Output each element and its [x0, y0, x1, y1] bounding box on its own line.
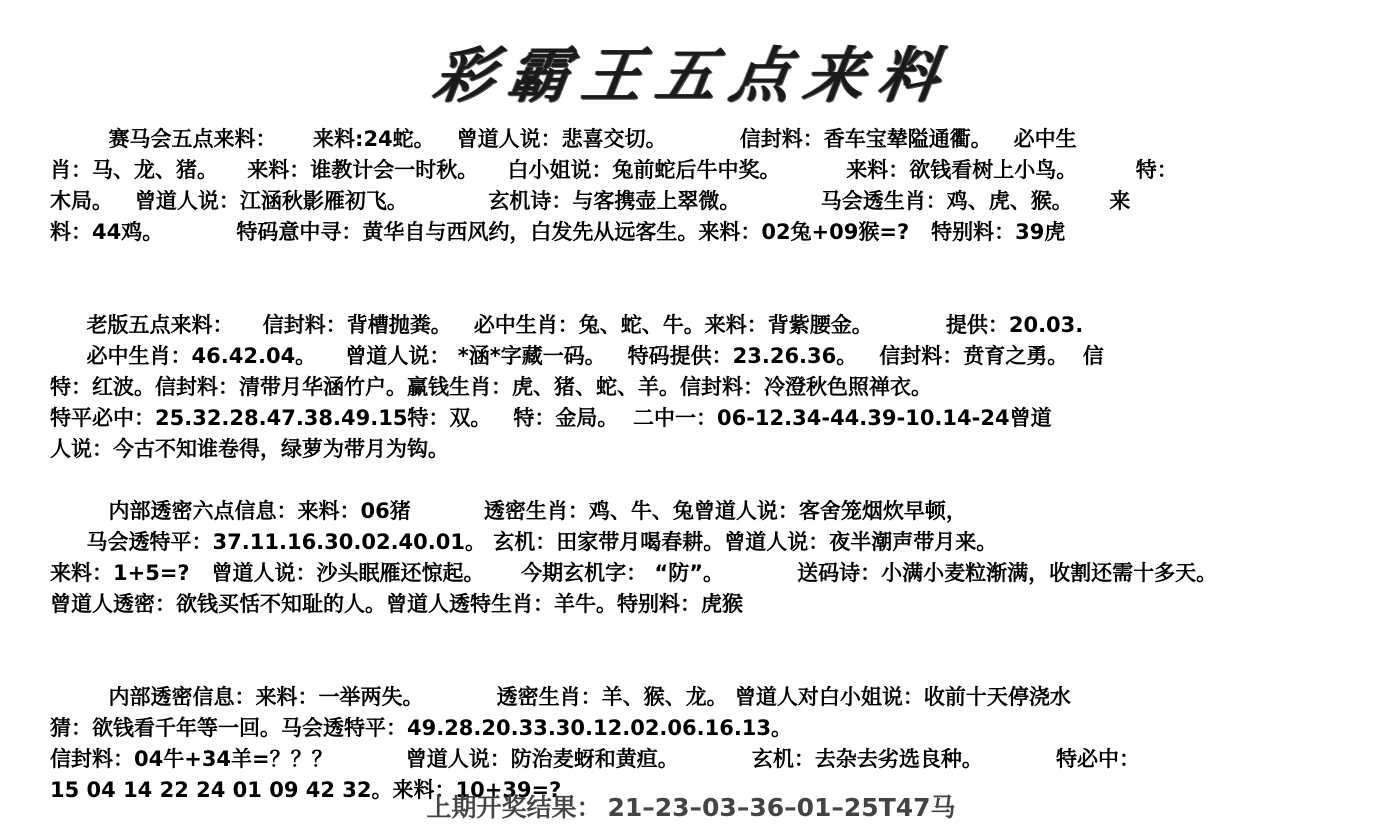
text-line — [50, 620, 1382, 651]
text-line — [50, 465, 1382, 496]
text-line: 来料：1+5=? 曾道人说：沙头眠雁还惊起。 今期玄机字： “防”。 送码诗：小满小麦粒渐满，收割还需十多天。 — [50, 561, 1218, 585]
text-line: 信封料：04牛+34羊=？？？ 曾道人说：防治麦蚜和黄疸。 玄机：去杂去劣选良种。 特必中： — [50, 747, 1140, 771]
text-line — [50, 651, 1382, 682]
text-line: 赛马会五点来料： 来料:24蛇。 曾道人说：悲喜交切。 信封料：香车宝辇隘通衢。 必中生 — [50, 127, 1077, 151]
text-line: 特平必中：25.32.28.47.38.49.15特：双。 特：金局。 二中一：06-12.34-44.39-10.14-24曾道 — [50, 406, 1052, 430]
text-line: 15 04 14 22 24 01 09 42 32。来料：10+39=? — [50, 778, 562, 802]
text-line: 必中生肖：46.42.04。 曾道人说： *涵*字藏一码。 特码提供：23.26.36。 信封料：贲育之勇。 信 — [50, 344, 1104, 368]
text-line: 内部透密信息：来料：一举两失。 透密生肖：羊、猴、龙。 曾道人对白小姐说：收前十天停浇水 — [50, 685, 1071, 709]
last-draw-numbers: 21–23–03–36–01–25T47马 — [607, 793, 956, 822]
text-line: 肖：马、龙、猪。 来料：谁教计会一时秋。 白小姐说：兔前蛇后牛中奖。 来料：欲钱看树上小鸟。 特： — [50, 158, 1178, 182]
text-line: 人说：今古不知谁卷得，绿萝为带月为钩。 — [50, 437, 449, 461]
text-line: 木局。 曾道人说：江涵秋影雁初飞。 玄机诗：与客携壶上翠微。 马会透生肖：鸡、虎、猴。 来 — [50, 189, 1131, 213]
text-line — [50, 279, 1382, 310]
last-draw-result — [0, 788, 1388, 824]
text-line: 老版五点来料： 信封料：背槽抛粪。 必中生肖：兔、蛇、牛。来料：背紫腰金。 提供：20.03. — [50, 313, 1084, 337]
text-line: 马会透特平：37.11.16.30.02.40.01。 玄机：田家带月喝春耕。曾道人说：夜半潮声带月来。 — [50, 530, 998, 554]
text-line: 曾道人透密：欲钱买恬不知耻的人。曾道人透特生肖：羊牛。特别料：虎猴 — [50, 592, 743, 616]
content-body — [50, 124, 1382, 806]
last-draw-label: 上期开奖结果： — [426, 793, 602, 822]
text-line: 料：44鸡。 特码意中寻：黄华自与西风约，白发先从远客生。来料：02兔+09猴=? 特别料：39虎 — [50, 220, 1066, 244]
page-title: 彩霸王五点来料 — [429, 41, 958, 111]
text-line — [50, 248, 1382, 279]
text-line: 猜：欲钱看千年等一回。马会透特平：49.28.20.33.30.12.02.06.16.13。 — [50, 716, 793, 740]
text-line: 特：红波。信封料：清带月华涵竹户。赢钱生肖：虎、猪、蛇、羊。信封料：冷澄秋色照禅衣。 — [50, 375, 932, 399]
text-line: 内部透密六点信息：来料：06猪 透密生肖：鸡、牛、兔曾道人说：客舍笼烟炊早顿， — [50, 499, 967, 523]
